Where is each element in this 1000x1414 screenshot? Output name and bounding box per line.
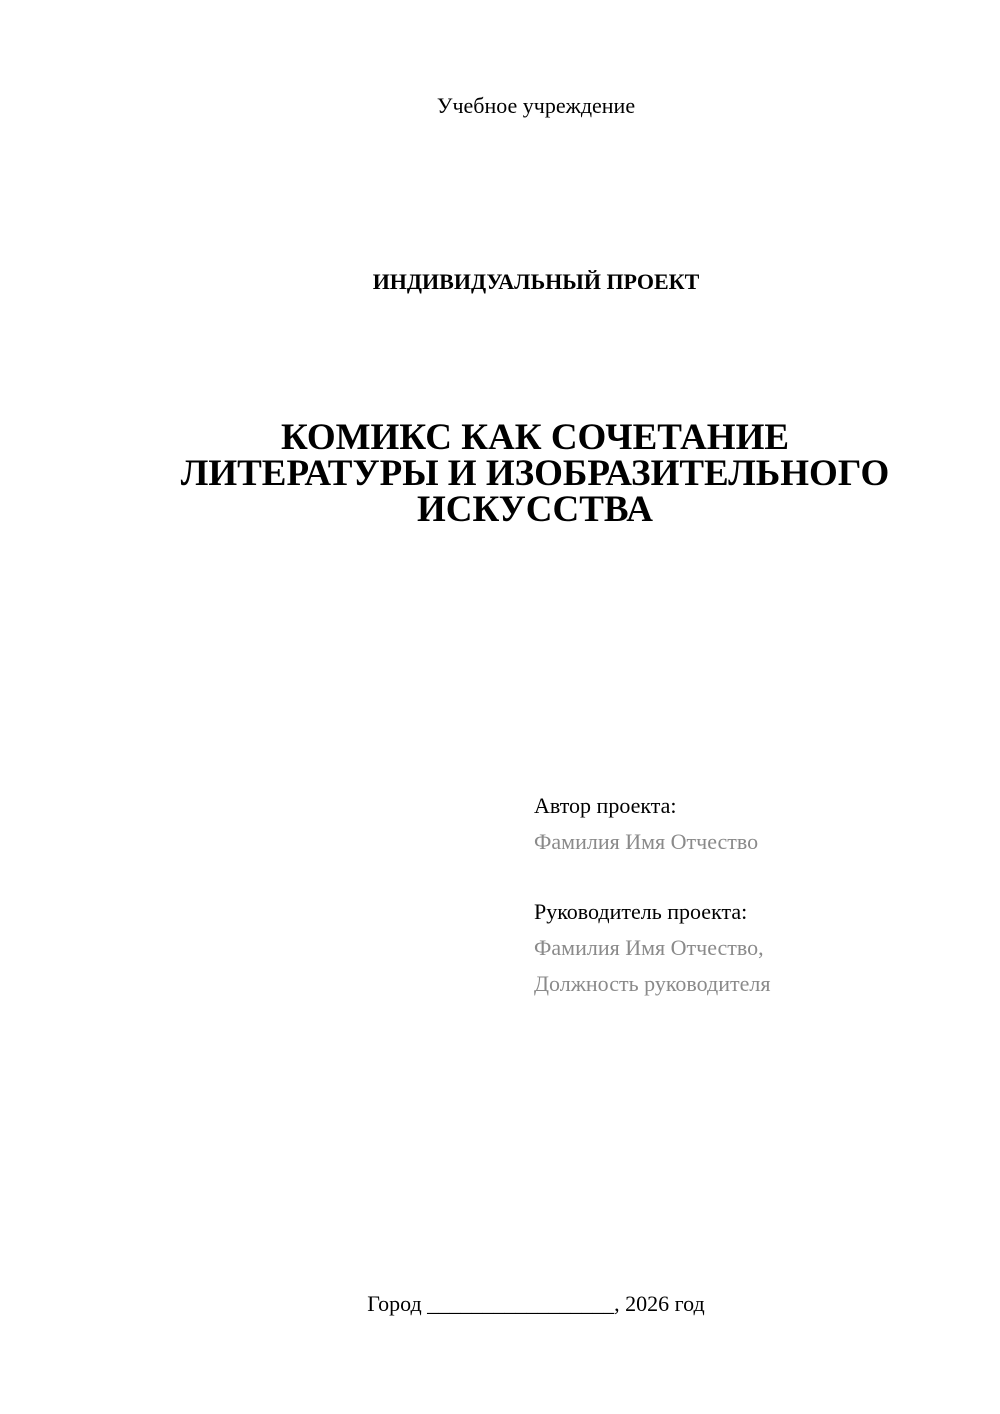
city-year-line: Город _________________, 2026 год bbox=[367, 1291, 705, 1316]
supervisor-position: Должность руководителя bbox=[534, 971, 771, 996]
supervisor-name: Фамилия Имя Отчество, bbox=[534, 935, 764, 960]
author-label: Автор проекта: bbox=[534, 793, 677, 818]
spacer bbox=[534, 860, 974, 894]
project-title-line: КОМИКС КАК СОЧЕТАНИЕ bbox=[280, 417, 790, 458]
project-info-block bbox=[534, 788, 974, 1002]
project-title-line: ИСКУССТВА bbox=[417, 489, 653, 530]
supervisor-label: Руководитель проекта: bbox=[534, 899, 748, 924]
author-name: Фамилия Имя Отчество bbox=[534, 829, 759, 854]
project-title-line: ЛИТЕРАТУРЫ И ИЗОБРАЗИТЕЛЬНОГО bbox=[180, 453, 890, 494]
document-type: ИНДИВИДУАЛЬНЫЙ ПРОЕКТ bbox=[372, 269, 700, 294]
project-title bbox=[120, 417, 950, 530]
institution-name: Учебное учреждение bbox=[436, 93, 636, 118]
